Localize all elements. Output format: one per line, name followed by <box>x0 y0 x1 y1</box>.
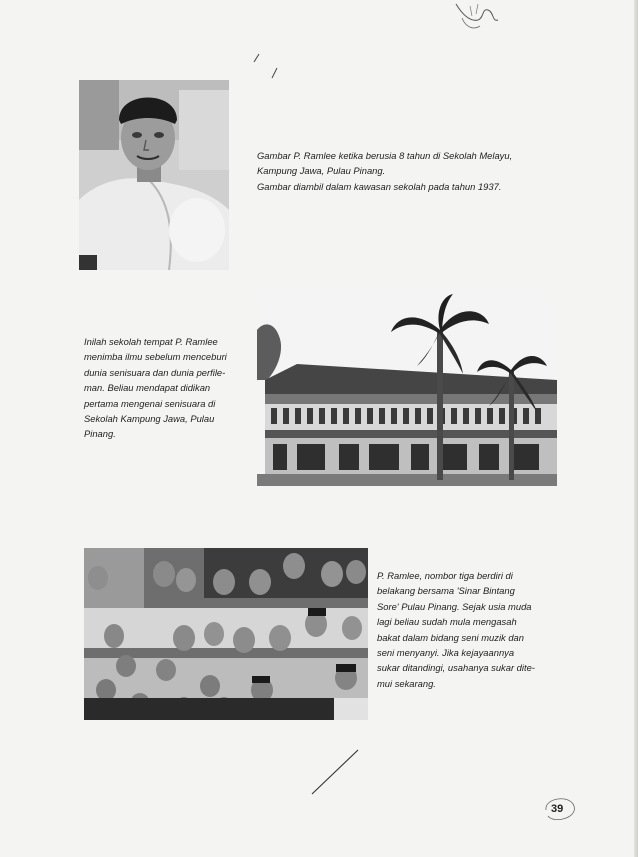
group-photo-illustration <box>84 548 368 720</box>
portrait-photo-illustration <box>79 80 229 270</box>
caption-line: dunia senisuara dan dunia perfile- <box>84 366 226 378</box>
school-caption <box>84 334 227 442</box>
page-number: 39 <box>551 803 564 815</box>
caption-line: lagi beliau sudah mula mengasah <box>377 616 517 628</box>
caption-line: mui sekarang. <box>377 677 436 689</box>
caption-line: Gambar diambil dalam kawasan sekolah pada tahun 1937. <box>257 180 502 192</box>
pen-stroke <box>308 746 364 798</box>
caption-line: man. Beliau mendapat didikan <box>84 382 211 394</box>
caption-line: Kampung Jawa, Pulau Pinang. <box>257 165 386 177</box>
page-edge <box>634 0 638 857</box>
handwritten-scribble <box>448 0 508 34</box>
school-building-illustration <box>257 290 557 486</box>
portrait-caption <box>257 148 512 194</box>
group-caption <box>377 568 535 691</box>
caption-line: Gambar P. Ramlee ketika berusia 8 tahun di Sekolah Melayu, <box>257 150 513 161</box>
caption-line: pertama mengenai senisuara di <box>84 397 216 409</box>
caption-line: belakang bersama 'Sinar Bintang <box>377 585 515 597</box>
caption-line: bakat dalam bidang seni muzik dan <box>377 631 524 643</box>
group-photo <box>84 548 368 720</box>
caption-line: Inilah sekolah tempat P. Ramlee <box>84 336 218 347</box>
caption-line: Sekolah Kampung Jawa, Pulau <box>84 413 215 425</box>
caption-line: Pinang. <box>84 428 116 440</box>
caption-line: seni menyanyi. Jika kejayaannya <box>377 647 515 659</box>
caption-line: Sore' Pulau Pinang. Sejak usia muda <box>377 600 532 612</box>
caption-line: sukar ditandingi, usahanya sukar dite- <box>377 662 535 674</box>
caption-line: menimba ilmu sebelum menceburi <box>84 351 227 363</box>
school-building-photo <box>257 290 557 486</box>
caption-line: P. Ramlee, nombor tiga berdiri di <box>377 570 513 581</box>
pen-mark <box>250 48 290 88</box>
portrait-photo <box>79 80 229 270</box>
